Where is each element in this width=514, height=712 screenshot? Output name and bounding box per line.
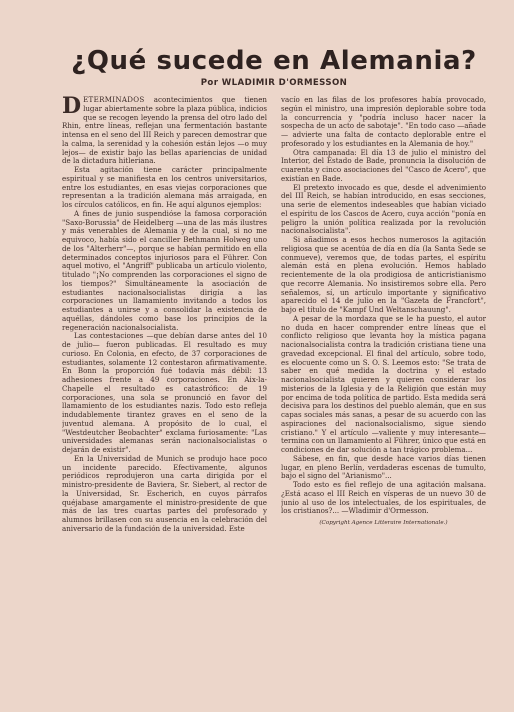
paragraph-6: vacío en las filas de los profesores había provocado, según el ministro, una impresión deplorable sobre toda la concurrencia y "podría incluso hacer nacer la sospecha de un acto de sabotaje". "En todo caso —añade— advierte una falta de contacto deplorable entre el profesorado y los estudiantes en la Alemania de hoy." xyxy=(281,96,486,148)
paragraph-11: Sábese, en fin, que desde hace varios días tienen lugar, en pleno Berlín, verdaderas escenas de tumulto, bajo el signo del "Arianismo"... xyxy=(281,453,486,481)
paragraph-10: A pesar de la mordaza que se le ha puesto, el autor no duda en hacer comprender entre líneas que el conflicto religioso que levanta hoy la mística pagana nacionalsocialista contra la tradición cristiana tiene una gravedad excepcional. El final del artículo, sobre todo, es elocuente como un S. O. S. Leemos esto: "Se trata de saber en qué medida la doctrina y el estado nacionalsocialista quieren y quieren considerar los misterios de la Iglesia y de la Religión que están muy por encima de toda política de partido. Esta medida será decisiva para los destinos del pueblo alemán, que en sus capas sociales más sanas, a pesar de su acuerdo con las aspiraciones del nacionalsocialismo, sigue siendo cristiano." Y el artículo —valiente y muy interesante— termina con un llamamiento al Führer, único que está en condiciones de dar solución a tan trágico problema... xyxy=(281,313,486,454)
paragraph-8: El pretexto invocado es que, desde el advenimiento del III Reich, se habían introducido, en esas secciones, una serie de elementos indeseables que habían viciado el espíritu de los Cascos de Acero, cuya acción "ponía en peligro la unión política realizada por la revolución nacionalsocialista". xyxy=(281,182,486,236)
paragraph-3: A fines de junio suspendióse la famosa corporación "Saxo-Borussia" de Heidelberg —una de las más ilustres y más venerables de Alemania y de la cual, si no me equivoco, había sido el canciller Bethmann Holweg uno de los "Alterherr"—, porque se habían permitido en ella determinados conceptos injuriosos para el Führer. Con aquel motivo, el "Angriff" publicaba un artículo violento, titulado "¡No comprenden las corporaciones el signo de los tiempos?" Simultáneamente la asociación de estudiantes nacionalsocialistas dirigía a las corporaciones un llamamiento invitando a todos los estudiantes a unirse y a consolidar la existencia de aquéllas, dándoles como base los principios de la regeneración nacionalsocialista. xyxy=(62,208,267,332)
paragraph-7: Otra campanada: El día 13 de julio el ministro del Interior, del Estado de Bade, pronuncia la disolución de cuarenta y cinco asociaciones del "Casco de Acero", que existían en Bade. xyxy=(281,147,486,183)
drop-cap: D xyxy=(62,96,82,119)
paragraph-12: Todo esto es fiel reflejo de una agitación malsana. ¿Está acaso el III Reich en vísperas de un nuevo 30 de junio al uso de los intelectuales, de los espirituales, de los cristianos?... —Wladimir d'Ormesson. xyxy=(281,480,486,516)
right-column xyxy=(281,96,486,696)
article-byline: Por WLADIMIR D'ORMESSON xyxy=(200,78,348,88)
paragraph-1-text: acontecimientos que tienen lugar abiertamente sobre la plaza pública, indicios que se recogen leyendo la prensa del otro lado del Rhin, entre líneas, reflejan una fermentación bastante intensa en el seno del III Reich y parecen demostrar que la calma, la serenidad y la cohesión están lejos —o muy lejos— de existir bajo las bellas apariencias de unidad de la dictadura hitleriana. xyxy=(62,96,267,166)
copyright-note: (Copyright Agence Litteraire Internationale.) xyxy=(319,520,448,526)
first-word: ETERMINADOS xyxy=(83,96,145,104)
paragraph-9: Si añadimos a esos hechos numerosos la agitación religiosa que se acentúa de día en día (la Santa Sede se conmueve), veremos que, de todas partes, el espíritu alemán está en plena evolución. Hemos hablado recientemente de la ola prodigiosa de anticristianismo que recorre Alemania. No insistiremos sobre ella. Pero señalemos, sí, un artículo importante y significativo aparecido el 14 de julio en la "Gazeta de Francfort", bajo el título de "Kampf Und Weltanschauung". xyxy=(281,235,486,314)
paragraph-4: Las contestaciones —que debían darse antes del 10 de julio— fueron publicadas. El resultado es muy curioso. En Colonia, en efecto, de 37 corporaciones de estudiantes, solamente 12 contestaron afirmativamente. En Bonn la proporción fué todavía más débil: 13 adhesiones frente a 49 corporaciones. En Aix-la-Chapelle el resultado es catastrófico: de 19 corporaciones, una sola se pronunció en favor del llamamiento de los estudiantes nazis. Todo esto refleja indudablemente tirantez graves en el seno de la juventud alemana. A propósito de lo cual, el "Westdeutcher Beobachter" exclama furiosamente: "Las universidades alemanas serán nacionalsocialistas o dejarán de existir". xyxy=(62,331,267,454)
paragraph-2: Esta agitación tiene carácter principalmente espiritual y se manifiesta en los centros universitarios, entre los estudiantes, en esas viejas corporaciones que representan a la tradición alemana más arraigada, en los círculos católicos, en fin. He aquí algunos ejemplos: xyxy=(62,165,267,209)
left-column xyxy=(62,96,267,696)
article-body xyxy=(62,96,486,696)
article-title: ¿Qué sucede en Alemania? xyxy=(71,46,477,76)
paragraph-5: En la Universidad de Munich se produjo hace poco un incidente parecido. Efectivamente, algunos periódicos reprodujeron una carta dirigida por el ministro-presidente de Baviera, Sr. Siebert, al rector de la Universidad, Sr. Escherich, en cuyos párrafos quéjabase amargamente el ministro-presidente de que más de las tres cuartas partes del profesorado y alumnos brillasen con su ausencia en la celebración del aniversario de la fundación de la universidad. Este xyxy=(62,453,267,533)
paragraph-1 xyxy=(62,96,267,166)
